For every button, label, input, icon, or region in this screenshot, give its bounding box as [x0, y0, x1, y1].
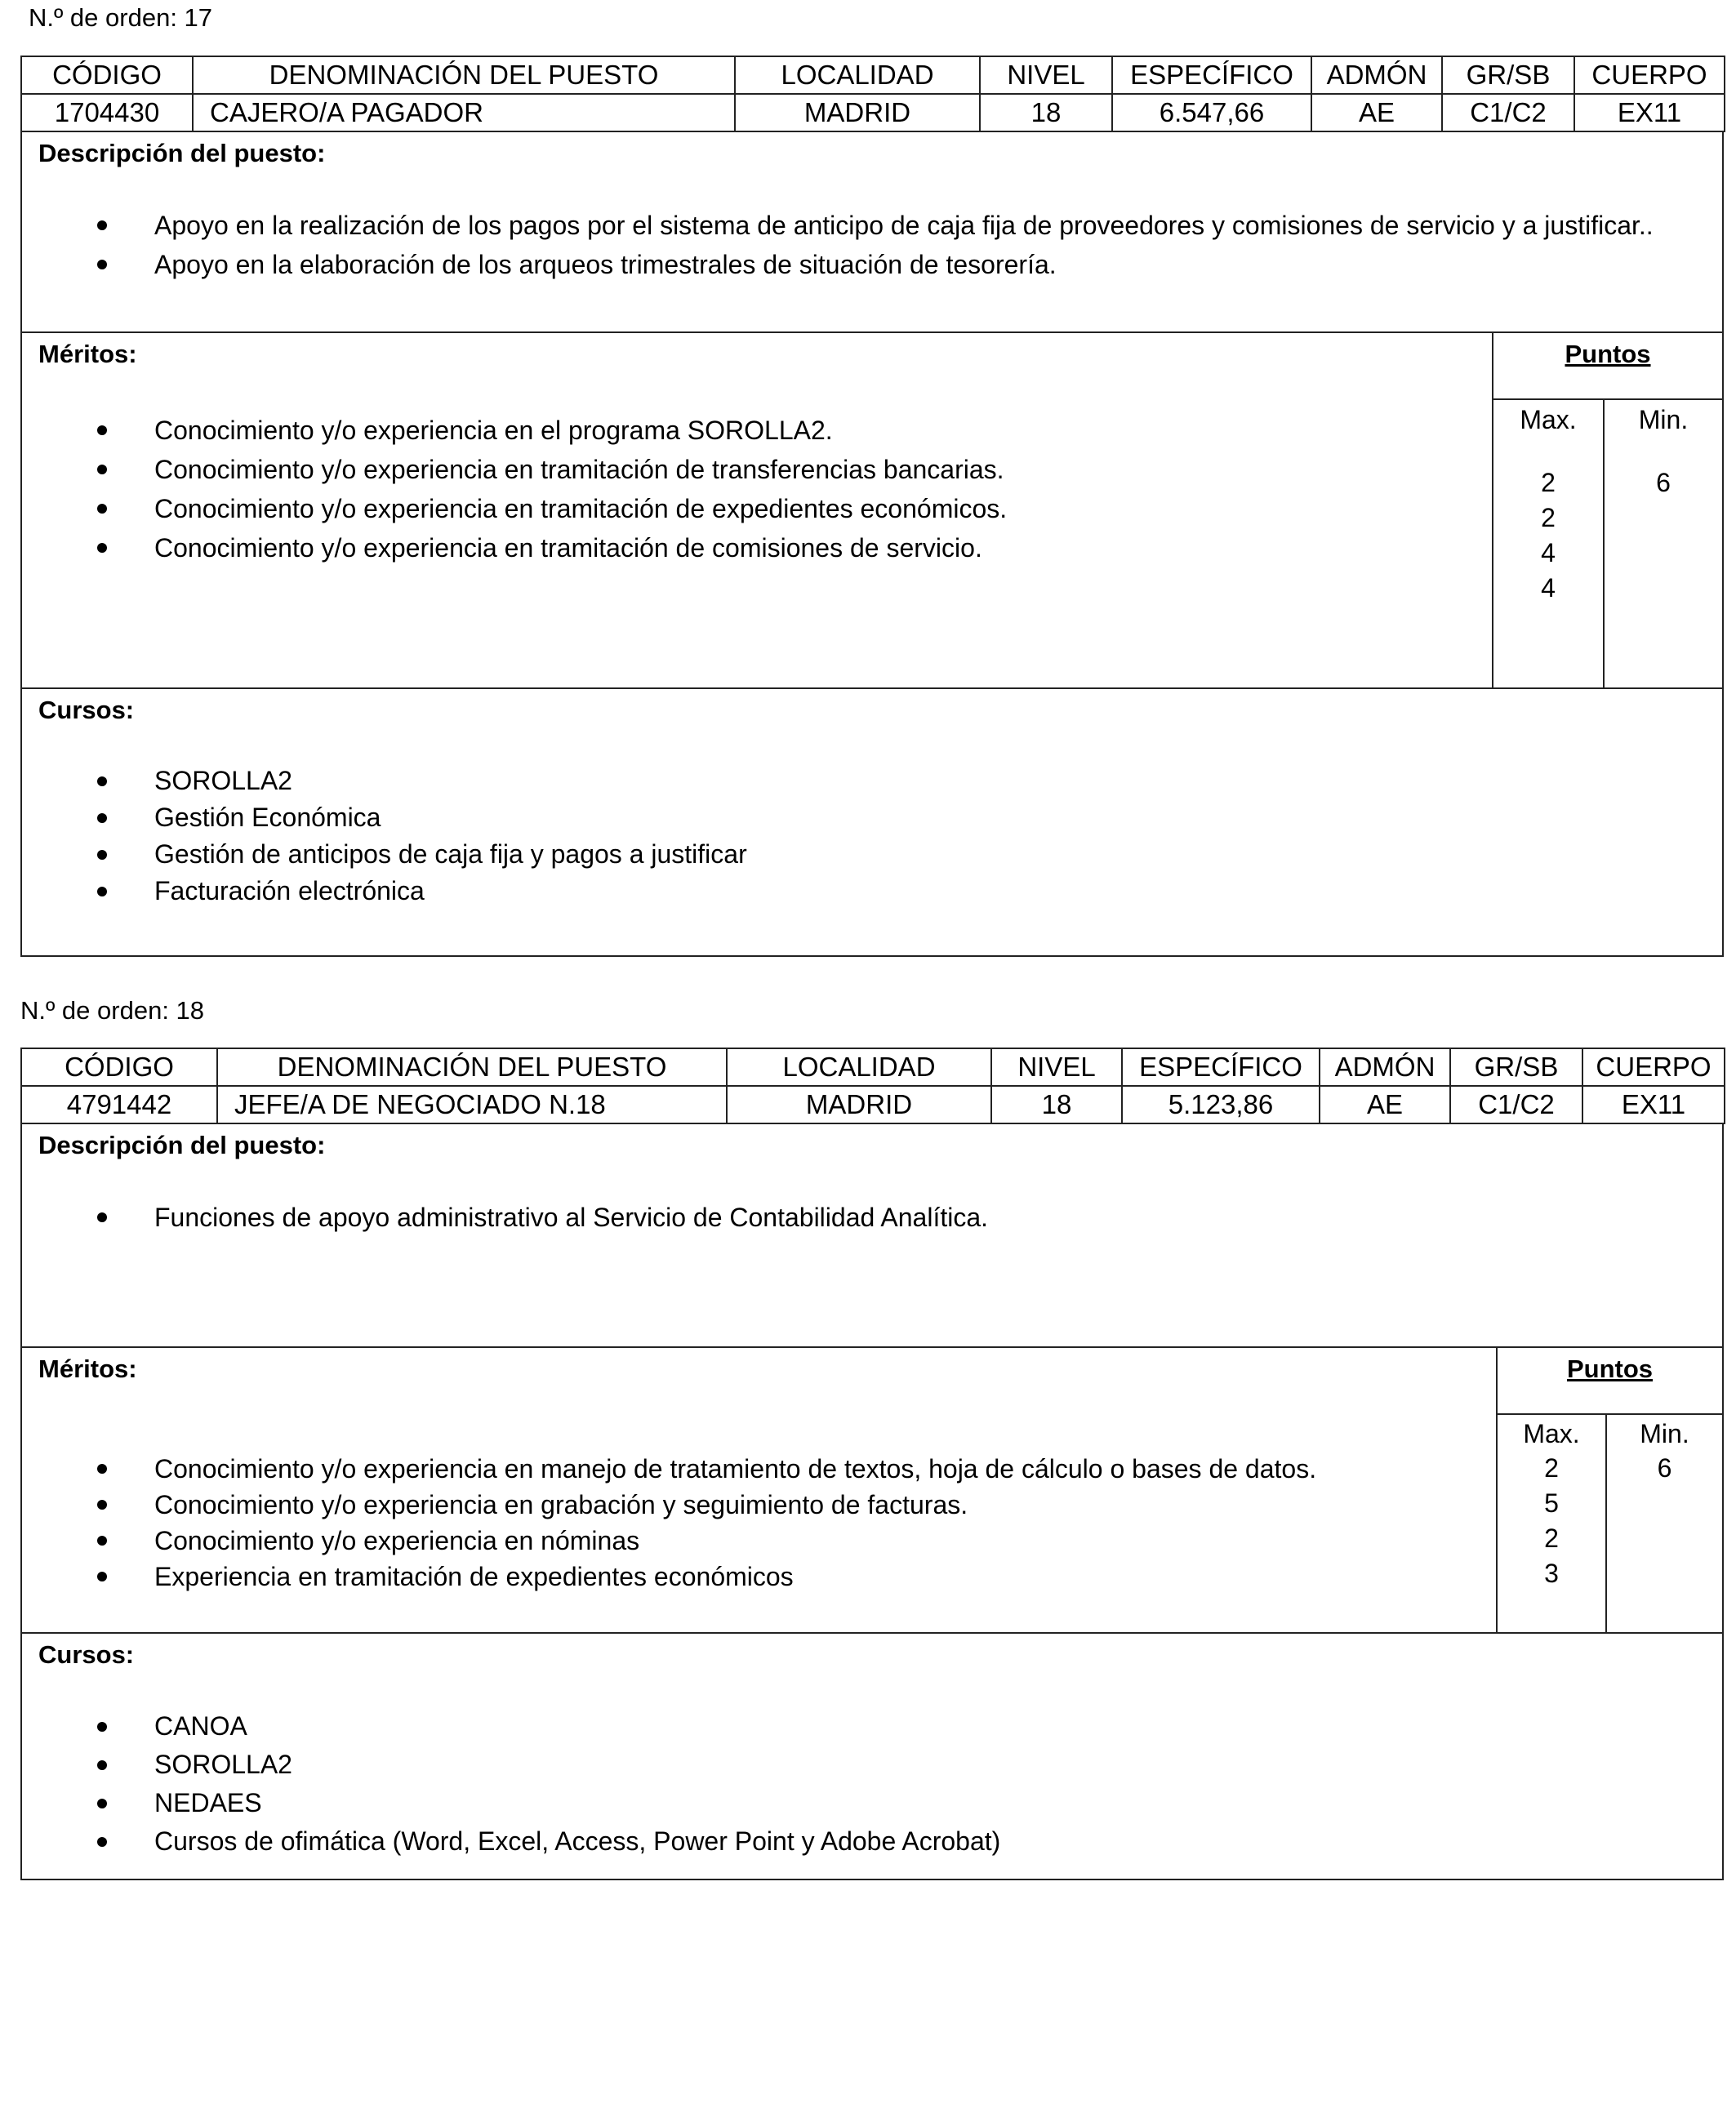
list-item: Apoyo en la realización de los pagos por el sistema de anticipo de caja fija de proveedores y comisiones de servicio y a justificar..: [22, 206, 1654, 245]
meritos-title: Méritos:: [38, 1355, 137, 1383]
order-number: N.º de orden: 18: [20, 996, 205, 1025]
cursos-list: [22, 1707, 1000, 1861]
max-value: 2: [1541, 503, 1556, 532]
list-item: Gestión Económica: [22, 799, 747, 836]
cell-admon: AE: [1311, 94, 1442, 131]
cell-especifico: 6.547,66: [1112, 94, 1311, 131]
header-row: [21, 1048, 1725, 1086]
max-label: Max.: [1523, 1419, 1580, 1448]
list-item: Gestión de anticipos de caja fija y pagos a justificar: [22, 836, 747, 873]
puntos-split: [1603, 398, 1605, 687]
cell-admon: AE: [1320, 1086, 1450, 1123]
cell-localidad: MADRID: [727, 1086, 991, 1123]
puntos-title: Puntos: [1566, 1355, 1654, 1383]
col-localidad: LOCALIDAD: [727, 1048, 991, 1086]
col-cuerpo: CUERPO: [1574, 56, 1725, 94]
list-item: Facturación electrónica: [22, 873, 747, 910]
max-value: 4: [1541, 538, 1556, 567]
min-values: [1607, 1451, 1722, 1486]
max-value: 2: [1544, 1453, 1559, 1483]
col-admon: ADMÓN: [1320, 1048, 1450, 1086]
cursos-section: [20, 689, 1724, 957]
list-item: Apoyo en la elaboración de los arqueos trimestrales de situación de tesorería.: [22, 245, 1654, 284]
col-denominacion: DENOMINACIÓN DEL PUESTO: [193, 56, 735, 94]
col-grsb: GR/SB: [1442, 56, 1574, 94]
list-item: Conocimiento y/o experiencia en manejo de tratamiento de textos, hoja de cálculo o bases de datos.: [22, 1451, 1316, 1487]
descripcion-list: [22, 1198, 988, 1237]
list-item: Funciones de apoyo administrativo al Servicio de Contabilidad Analítica.: [22, 1198, 988, 1237]
meritos-section: [20, 1348, 1724, 1634]
list-item: SOROLLA2: [22, 763, 747, 799]
col-nivel: NIVEL: [991, 1048, 1122, 1086]
col-cuerpo: CUERPO: [1582, 1048, 1725, 1086]
list-item: Conocimiento y/o experiencia en grabación y seguimiento de facturas.: [22, 1487, 1316, 1523]
cell-nivel: 18: [980, 94, 1112, 131]
col-denominacion: DENOMINACIÓN DEL PUESTO: [217, 1048, 727, 1086]
puntos-column: [1492, 333, 1722, 687]
position-header-table: [20, 1048, 1725, 1124]
header-row: [21, 56, 1725, 94]
meritos-title: Méritos:: [38, 340, 137, 368]
min-label: Min.: [1640, 1419, 1689, 1448]
cell-codigo: 4791442: [21, 1086, 217, 1123]
max-value: 5: [1544, 1488, 1559, 1518]
max-label: Max.: [1520, 405, 1577, 434]
list-item: Conocimiento y/o experiencia en tramitación de transferencias bancarias.: [22, 450, 1007, 489]
max-values: [1493, 465, 1603, 606]
puntos-divider: [1498, 1413, 1722, 1415]
cell-nivel: 18: [991, 1086, 1122, 1123]
col-grsb: GR/SB: [1450, 1048, 1582, 1086]
list-item: Conocimiento y/o experiencia en tramitación de comisiones de servicio.: [22, 528, 1007, 567]
cursos-title: Cursos:: [38, 1640, 135, 1669]
min-value: 6: [1657, 1453, 1672, 1483]
puntos-column: [1496, 1348, 1722, 1632]
col-admon: ADMÓN: [1311, 56, 1442, 94]
cursos-list: [22, 763, 747, 910]
list-item: SOROLLA2: [22, 1746, 1000, 1784]
cursos-section: [20, 1634, 1724, 1880]
descripcion-title: Descripción del puesto:: [38, 139, 326, 167]
puntos-title: Puntos: [1565, 340, 1651, 368]
descripcion-title: Descripción del puesto:: [38, 1131, 326, 1159]
min-value: 6: [1656, 468, 1671, 497]
col-localidad: LOCALIDAD: [735, 56, 980, 94]
cell-cuerpo: EX11: [1582, 1086, 1725, 1123]
list-item: Conocimiento y/o experiencia en el programa SOROLLA2.: [22, 411, 1007, 450]
col-codigo: CÓDIGO: [21, 56, 193, 94]
col-especifico: ESPECÍFICO: [1112, 56, 1311, 94]
cell-cuerpo: EX11: [1574, 94, 1725, 131]
data-row: [21, 94, 1725, 131]
list-item: Cursos de ofimática (Word, Excel, Access, Power Point y Adobe Acrobat): [22, 1822, 1000, 1861]
meritos-list: [22, 1451, 1316, 1595]
max-value: 3: [1544, 1559, 1559, 1588]
list-item: Conocimiento y/o experiencia en nóminas: [22, 1523, 1316, 1559]
col-nivel: NIVEL: [980, 56, 1112, 94]
cell-denominacion: JEFE/A DE NEGOCIADO N.18: [217, 1086, 727, 1123]
data-row: [21, 1086, 1725, 1123]
list-item: Experiencia en tramitación de expedientes económicos: [22, 1559, 1316, 1595]
cell-especifico: 5.123,86: [1122, 1086, 1320, 1123]
max-value: 2: [1541, 468, 1556, 497]
min-values: [1605, 465, 1722, 500]
meritos-list: [22, 411, 1007, 567]
cell-codigo: 1704430: [21, 94, 193, 131]
descripcion-section: [20, 1124, 1724, 1348]
list-item: Conocimiento y/o experiencia en tramitación de expedientes económicos.: [22, 489, 1007, 528]
cursos-title: Cursos:: [38, 696, 135, 724]
position-header-table: [20, 56, 1725, 132]
order-number: N.º de orden: 17: [29, 3, 213, 32]
min-label: Min.: [1638, 405, 1689, 434]
col-especifico: ESPECÍFICO: [1122, 1048, 1320, 1086]
descripcion-list: [22, 206, 1654, 284]
cell-denominacion: CAJERO/A PAGADOR: [193, 94, 735, 131]
cell-grsb: C1/C2: [1442, 94, 1574, 131]
cell-grsb: C1/C2: [1450, 1086, 1582, 1123]
position-block: [20, 56, 1724, 957]
max-values: [1498, 1451, 1605, 1591]
puntos-divider: [1493, 398, 1722, 400]
descripcion-section: [20, 132, 1724, 333]
col-codigo: CÓDIGO: [21, 1048, 217, 1086]
max-value: 4: [1541, 573, 1556, 603]
list-item: CANOA: [22, 1707, 1000, 1746]
meritos-section: [20, 333, 1724, 689]
list-item: NEDAES: [22, 1784, 1000, 1822]
max-value: 2: [1544, 1524, 1559, 1553]
position-block: [20, 1048, 1724, 1880]
cell-localidad: MADRID: [735, 94, 980, 131]
